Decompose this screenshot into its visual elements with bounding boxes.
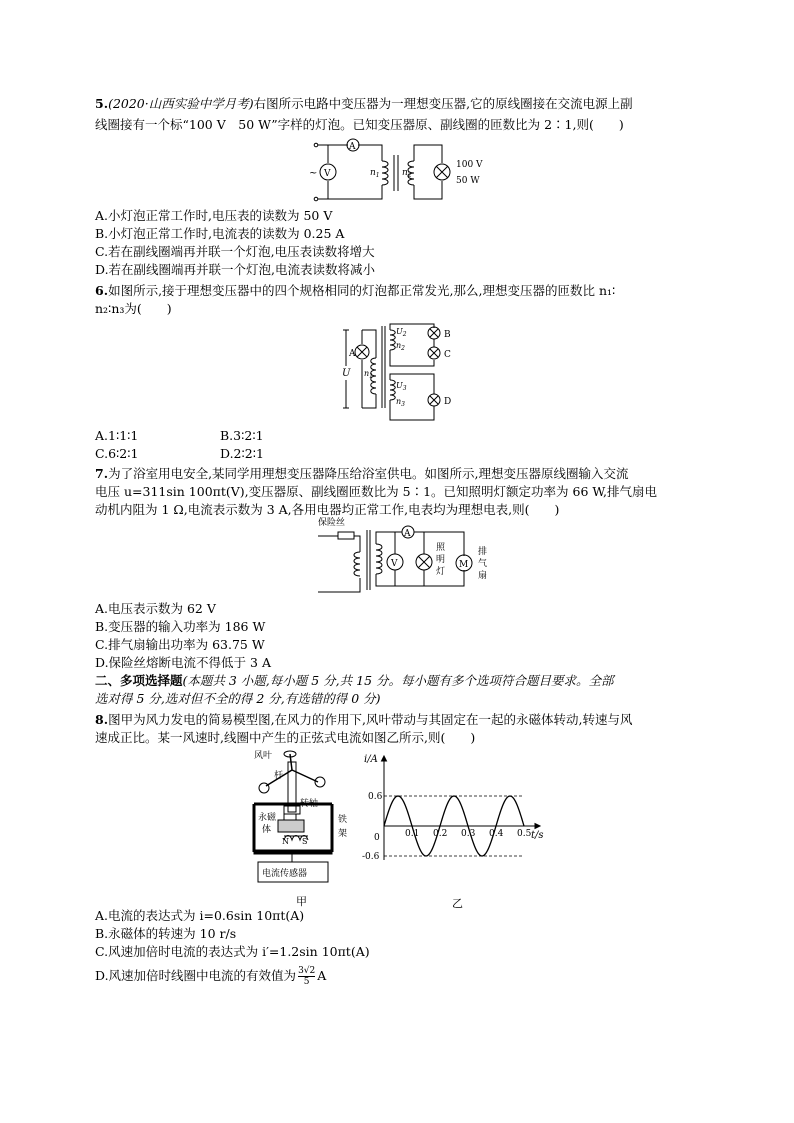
q6-n1-label: $n_1$ — [364, 369, 373, 380]
q7-ammeter-label: A — [404, 529, 411, 539]
q8-fig-b-caption: 乙 — [452, 897, 463, 910]
chart-y-tick-label: -0.6 — [362, 852, 380, 862]
q5-voltmeter-label: V — [324, 169, 331, 179]
q8-option-c: C.风速加倍时电流的表达式为 i′=1.2sin 10πt(A) — [95, 944, 370, 959]
chart-x-tick-label: 0.1 — [405, 829, 420, 839]
q5-stem-text1: 右图所示电路中变压器为一理想变压器,它的原线圈接在交流电源上副 — [253, 96, 633, 111]
q8-pole-n: N — [282, 837, 289, 846]
chart-x-tick-label: 0.2 — [433, 829, 448, 839]
q8-blade-label: 风叶 — [254, 751, 273, 761]
q5-lamp-voltage: 100 V — [456, 160, 483, 170]
q8-magnet-icon — [278, 820, 304, 832]
q8-stem-text1: 图甲为风力发电的简易模型图,在风力的作用下,风叶带动与其固定在一起的永磁体转动,转速与风 — [108, 712, 633, 727]
q6-n2-label: $n_2$ — [396, 341, 405, 352]
chart-y-tick-label: 0.6 — [368, 792, 383, 802]
q6-circuit-diagram — [334, 318, 474, 430]
q8-magnet-label-1: 永磁 — [258, 813, 277, 823]
q5-option-a: A.小灯泡正常工作时,电压表的读数为 50 V — [95, 208, 333, 223]
q7-lamp-label-3: 灯 — [436, 567, 446, 577]
q5-lamp-power: 50 W — [456, 176, 480, 186]
q6-u2-label: $U_2$ — [396, 327, 407, 338]
q8-option-a: A.电流的表达式为 i=0.6sin 10πt(A) — [95, 908, 305, 923]
q7-motor-label: M — [459, 560, 469, 570]
chart-x-tick-label: 0.5 — [517, 829, 532, 839]
section2-desc2: 选对得 5 分,选对但不全的得 2 分,有选错的得 0 分) — [95, 691, 381, 706]
q8-option-d-numerator: 3√2 — [298, 966, 316, 976]
chart-x-tick-label: 0.4 — [489, 829, 504, 839]
q6-b-label: B — [444, 330, 451, 340]
q8-iron-label-1: 铁 — [338, 815, 348, 825]
q6-number: 6 — [95, 283, 104, 298]
q5-stem-line1: 5.(2020·山西实验中学月考)右图所示电路中变压器为一理想变压器,它的原线圈接在交流电源上副 — [95, 96, 633, 111]
q8-number: 8 — [95, 712, 104, 727]
q7-lamp-label-2: 明 — [436, 555, 446, 565]
q8-wind-generator-diagram — [244, 748, 364, 888]
q8-iron-label-2: 架 — [338, 829, 348, 839]
q5-option-d: D.若在副线圈端再并联一个灯泡,电流表读数将减小 — [95, 262, 376, 277]
q8-option-d-fraction — [298, 966, 315, 987]
q8-rod-label: 杆 — [274, 771, 284, 781]
q7-stem-line1: 7.为了浴室用电安全,某同学用理想变压器降压给浴室供电。如图所示,理想变压器原线圈输入交流 — [95, 466, 629, 481]
q6-secondary-coil-2 — [390, 330, 395, 350]
q7-option-d: D.保险丝熔断电流不得低于 3 A — [95, 655, 271, 670]
section2-desc1: (本题共 3 小题,每小题 5 分,共 15 分。每小题有多个选项符合题目要求。全部 — [182, 673, 614, 688]
q5-circuit-diagram — [308, 133, 508, 205]
chart-x-tick-label: 0.3 — [461, 829, 476, 839]
q7-secondary-coil — [376, 544, 382, 574]
q6-option-d: D.2∶2∶1 — [220, 446, 264, 461]
q8-fig-a-caption: 甲 — [296, 895, 307, 908]
q6-c-label: C — [444, 350, 451, 360]
q8-current-chart — [360, 750, 550, 870]
q7-stem-text1: 为了浴室用电安全,某同学用理想变压器降压给浴室供电。如图所示,理想变压器原线圈输入交流 — [108, 466, 629, 481]
q7-stem-line3: 动机内阻为 1 Ω,电流表示数为 3 A,各用电器均正常工作,电表均为理想电表,则( ) — [95, 502, 560, 517]
q8-option-d-unit: A — [317, 968, 327, 983]
q8-sensor-label: 电流传感器 — [262, 869, 308, 879]
q6-stem-line1: 6.如图所示,接于理想变压器中的四个规格相同的灯泡都正常发光,那么,理想变压器的匝数比 n₁∶ — [95, 283, 616, 298]
q6-option-c: C.6∶2∶1 — [95, 446, 139, 461]
chart-x-label: t/s — [531, 830, 544, 841]
q7-fuse-icon — [338, 532, 354, 539]
q7-lamp-label-1: 照 — [436, 543, 446, 553]
q7-option-a: A.电压表示数为 62 V — [95, 601, 216, 616]
q8-shaft-label: 转轴 — [300, 799, 319, 809]
q5-ac-source-symbol: ~ — [309, 168, 318, 179]
q5-number: 5 — [95, 96, 104, 111]
q6-u3-label: $U_3$ — [396, 381, 407, 392]
q7-circuit-diagram — [316, 516, 496, 598]
q7-primary-coil — [354, 552, 360, 576]
section2-title: 二、多项选择题 — [95, 673, 183, 688]
section2-header-line1 — [95, 673, 614, 689]
q6-option-b: B.3∶2∶1 — [220, 428, 264, 443]
q5-stem-line2: 线圈接有一个标“100 V 50 W”字样的灯泡。已知变压器原、副线圈的匝数比为 2∶1,则( ) — [95, 117, 624, 132]
q6-stem-line2: n₂∶n₃为( ) — [95, 301, 172, 316]
q8-option-d — [95, 966, 326, 987]
q7-fan-label-1: 排 — [478, 547, 488, 557]
chart-origin-label: 0 — [374, 833, 380, 843]
q7-option-b: B.变压器的输入功率为 186 W — [95, 619, 266, 634]
q5-option-b: B.小灯泡正常工作时,电流表的读数为 0.25 A — [95, 226, 345, 241]
q8-pole-s: S — [302, 837, 308, 846]
q7-voltmeter-label: V — [391, 559, 398, 569]
q8-magnet-label-2: 体 — [262, 825, 272, 835]
q7-fuse-label: 保险丝 — [318, 518, 346, 528]
q5-ammeter-label: A — [349, 142, 356, 152]
q7-fan-label-3: 扇 — [478, 571, 488, 581]
q8-stem-line1: 8.图甲为风力发电的简易模型图,在风力的作用下,风叶带动与其固定在一起的永磁体转动,转速与风 — [95, 712, 633, 727]
q8-option-b: B.永磁体的转速为 10 r/s — [95, 926, 237, 941]
q8-option-d-text: D.风速加倍时线圈中电流的有效值为 — [95, 968, 297, 983]
q5-source: (2020·山西实验中学月考) — [108, 96, 254, 111]
q6-u-label: U — [342, 368, 351, 379]
q7-option-c: C.排气扇输出功率为 63.75 W — [95, 637, 265, 652]
q5-n1-label: $n_1$ — [370, 168, 380, 179]
q6-option-a: A.1∶1∶1 — [95, 428, 139, 443]
q5-primary-coil — [382, 161, 388, 185]
q8-option-d-denominator: 5 — [303, 977, 310, 987]
q8-stem-line2: 速成正比。某一风速时,线圈中产生的正弦式电流如图乙所示,则( ) — [95, 730, 476, 745]
q6-a-label: A — [349, 349, 356, 359]
q6-secondary-coil-3 — [390, 380, 395, 400]
q6-stem-text1: 如图所示,接于理想变压器中的四个规格相同的灯泡都正常发光,那么,理想变压器的匝数比 n₁∶ — [108, 283, 616, 298]
q7-number: 7 — [95, 466, 104, 481]
q5-n2-label: $n_2$ — [402, 168, 412, 179]
q7-fan-label-2: 气 — [478, 559, 488, 569]
q6-d-label: D — [444, 397, 452, 407]
q7-stem-line2: 电压 u=311sin 100πt(V),变压器原、副线圈匝数比为 5∶1。已知照明灯额定功率为 66 W,排气扇电 — [95, 484, 658, 499]
q6-n3-label: $n_3$ — [396, 397, 405, 408]
q5-option-c: C.若在副线圈端再并联一个灯泡,电压表读数将增大 — [95, 244, 375, 259]
chart-y-label: i/A — [364, 754, 378, 765]
